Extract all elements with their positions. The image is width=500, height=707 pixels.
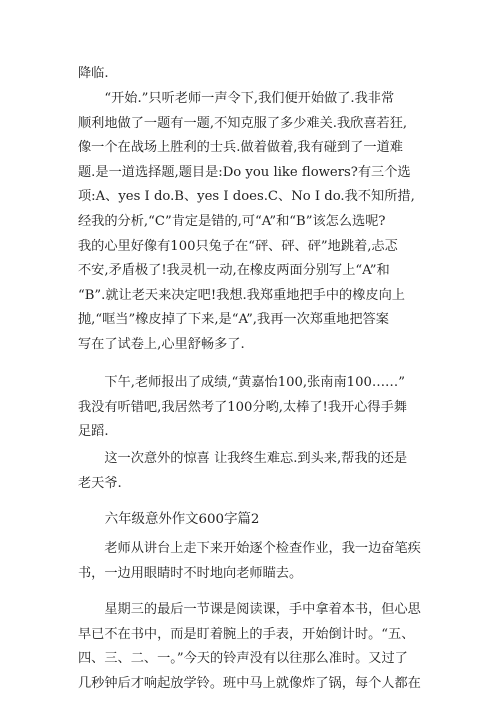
text-line: 这一次意外的惊喜 让我终生难忘.到头来,帮我的还是 xyxy=(78,451,408,466)
text-line: 四、三、二、一。”今天的铃声没有以往那么准时。又过了 xyxy=(78,651,408,667)
text-line: 老天爷. xyxy=(78,475,122,491)
section-title xyxy=(78,508,430,533)
text-line: 我的心里好像有100只兔子在“砰、砰、砰”地跳着,忐忑 xyxy=(78,238,398,254)
text-line: 写在了试卷上,心里舒畅多了. xyxy=(78,336,245,352)
text-line: 题.是一道选择题,题目是:Do you like flowers?有三个选 xyxy=(78,164,411,180)
paragraph-3 xyxy=(78,371,430,445)
text-line: 几秒钟后才响起放学铃。班中马上就像炸了锅，每个人都在 xyxy=(78,675,421,691)
text-line: “开始.”只听老师一声令下,我们便开始做了.我非常 xyxy=(78,91,395,106)
section-title-text: 六年级意外作文600字篇2 xyxy=(78,512,260,527)
text-line: 书，一边用眼睛时不时地向老师瞄去。 xyxy=(78,565,303,581)
paragraph-1 xyxy=(78,62,430,87)
text-line: 不安,矛盾极了!我灵机一动,在橡皮两面分别写上“A”和 xyxy=(78,263,390,279)
text-line: 老师从讲台上走下来开始逐个检查作业，我一边奋笔疾 xyxy=(78,541,421,556)
text-line: 项:A、yes I do.B、yes I does.C、No I do.我不知所措, xyxy=(78,189,415,205)
text-line: 顺利地做了一题有一题,不知克服了多少难关.我欣喜若狂, xyxy=(78,115,408,131)
text-line: 我没有听错吧,我居然考了100分哟,太棒了!我开心得手舞 xyxy=(78,399,407,415)
text-line: 抛,“哐当”橡皮掉了下来,是“A”,我再一次郑重地把答案 xyxy=(78,312,389,328)
text-line: “B”.就让老天来决定吧!我想.我郑重地把手中的橡皮向上 xyxy=(78,287,405,303)
text-line: 降临. xyxy=(78,66,109,81)
text-line: 经我的分析,“C”肯定是错的,可“A”和“B”该怎么选呢? xyxy=(78,213,386,229)
paragraph-6 xyxy=(78,537,430,586)
text-line: 下午,老师报出了成绩,“黄嘉怡100,张南南100……” xyxy=(78,375,405,390)
paragraph-7 xyxy=(78,598,430,696)
paragraph-2 xyxy=(78,87,430,358)
paragraph-4 xyxy=(78,447,430,496)
text-line: 像一个在战场上胜利的士兵.做着做着,我有碰到了一道难 xyxy=(78,140,403,156)
text-line: 早已不在书中，而是盯着腕上的手表，开始倒计时。“五、 xyxy=(78,626,415,642)
text-line: 足蹈. xyxy=(78,424,109,440)
text-line: 星期三的最后一节课是阅读课，手中拿着本书，但心思 xyxy=(78,602,421,617)
